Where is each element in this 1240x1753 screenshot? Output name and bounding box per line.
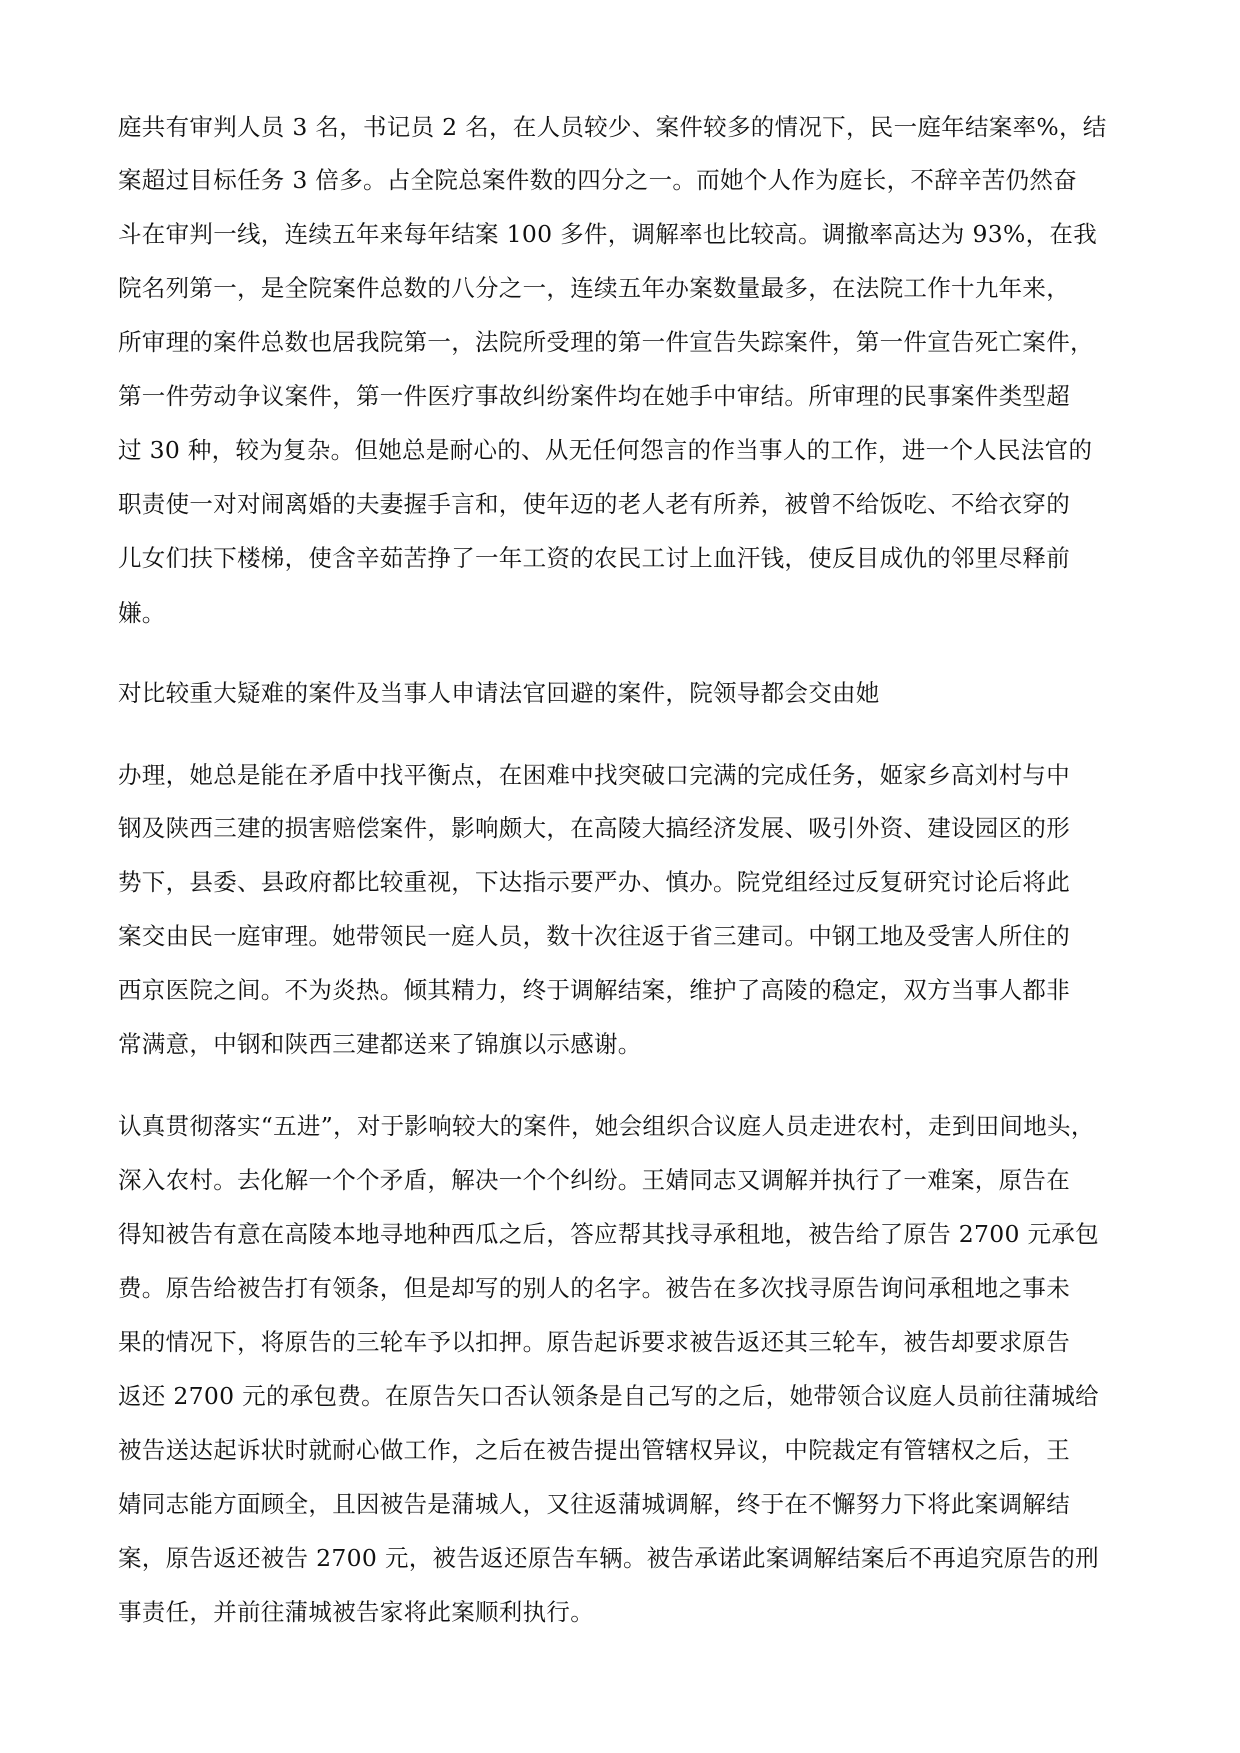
text-line: 果的情况下，将原告的三轮车予以扣押。原告起诉要求被告返还其三轮车，被告却要求原告 <box>118 1328 1070 1356</box>
text-line: 钢及陕西三建的损害赔偿案件，影响颇大，在高陵大搞经济发展、吸引外资、建设园区的形 <box>118 814 1070 842</box>
text-line: 费。原告给被告打有领条，但是却写的别人的名字。被告在多次找寻原告询问承租地之事未 <box>118 1274 1070 1302</box>
text-line: 常满意，中钢和陕西三建都送来了锦旗以示感谢。 <box>118 1030 642 1058</box>
text-line: 势下，县委、县政府都比较重视，下达指示要严办、慎办。院党组经过反复研究讨论后将此 <box>118 868 1070 896</box>
text-line: 西京医院之间。不为炎热。倾其精力，终于调解结案，维护了高陵的稳定，双方当事人都非 <box>118 976 1070 1004</box>
text-line: 过 30 种，较为复杂。但她总是耐心的、从无任何怨言的作当事人的工作，进一个人民法官的 <box>118 436 1093 464</box>
text-line: 院名列第一，是全院案件总数的八分之一，连续五年办案数量最多，在法院工作十九年来， <box>118 274 1070 302</box>
text-line: 庭共有审判人员 3 名，书记员 2 名，在人员较少、案件较多的情况下，民一庭年结案率%，结 <box>118 113 1107 141</box>
text-line: 嫌。 <box>118 599 166 627</box>
text-line: 认真贯彻落实“五进”，对于影响较大的案件，她会组织合议庭人员走进农村，走到田间地头， <box>118 1112 1095 1140</box>
text-line: 案交由民一庭审理。她带领民一庭人员，数十次往返于省三建司。中钢工地及受害人所住的 <box>118 922 1070 950</box>
text-line: 案超过目标任务 3 倍多。占全院总案件数的四分之一。而她个人作为庭长，不辞辛苦仍然奋 <box>118 166 1077 194</box>
text-line: 第一件劳动争议案件，第一件医疗事故纠纷案件均在她手中审结。所审理的民事案件类型超 <box>118 382 1070 410</box>
text-line: 事责任，并前往蒲城被告家将此案顺利执行。 <box>118 1598 594 1626</box>
text-line: 得知被告有意在高陵本地寻地种西瓜之后，答应帮其找寻承租地，被告给了原告 2700 元承包 <box>118 1220 1099 1248</box>
text-line: 斗在审判一线，连续五年来每年结案 100 多件，调解率也比较高。调撤率高达为 93%，在我 <box>118 220 1097 248</box>
text-line: 返还 2700 元的承包费。在原告矢口否认领条是自己写的之后，她带领合议庭人员前往蒲城给 <box>118 1382 1099 1410</box>
text-line: 所审理的案件总数也居我院第一，法院所受理的第一件宣告失踪案件，第一件宣告死亡案件， <box>118 328 1094 356</box>
text-line: 儿女们扶下楼梯，使含辛茹苦挣了一年工资的农民工讨上血汗钱，使反目成仇的邻里尽释前 <box>118 544 1070 572</box>
text-line: 婧同志能方面顾全，且因被告是蒲城人，又往返蒲城调解，终于在不懈努力下将此案调解结 <box>118 1490 1070 1518</box>
text-line: 被告送达起诉状时就耐心做工作，之后在被告提出管辖权异议，中院裁定有管辖权之后，王 <box>118 1436 1070 1464</box>
text-line: 案，原告返还被告 2700 元，被告返还原告车辆。被告承诺此案调解结案后不再追究原告的刑 <box>118 1544 1099 1572</box>
text-line: 深入农村。去化解一个个矛盾，解决一个个纠纷。王婧同志又调解并执行了一难案，原告在 <box>118 1166 1070 1194</box>
text-line: 办理，她总是能在矛盾中找平衡点，在困难中找突破口完满的完成任务，姬家乡高刘村与中 <box>118 761 1070 789</box>
text-line: 职责使一对对闹离婚的夫妻握手言和，使年迈的老人老有所养，被曾不给饭吃、不给衣穿的 <box>118 490 1070 518</box>
text-line: 对比较重大疑难的案件及当事人申请法官回避的案件，院领导都会交由她 <box>118 679 880 707</box>
